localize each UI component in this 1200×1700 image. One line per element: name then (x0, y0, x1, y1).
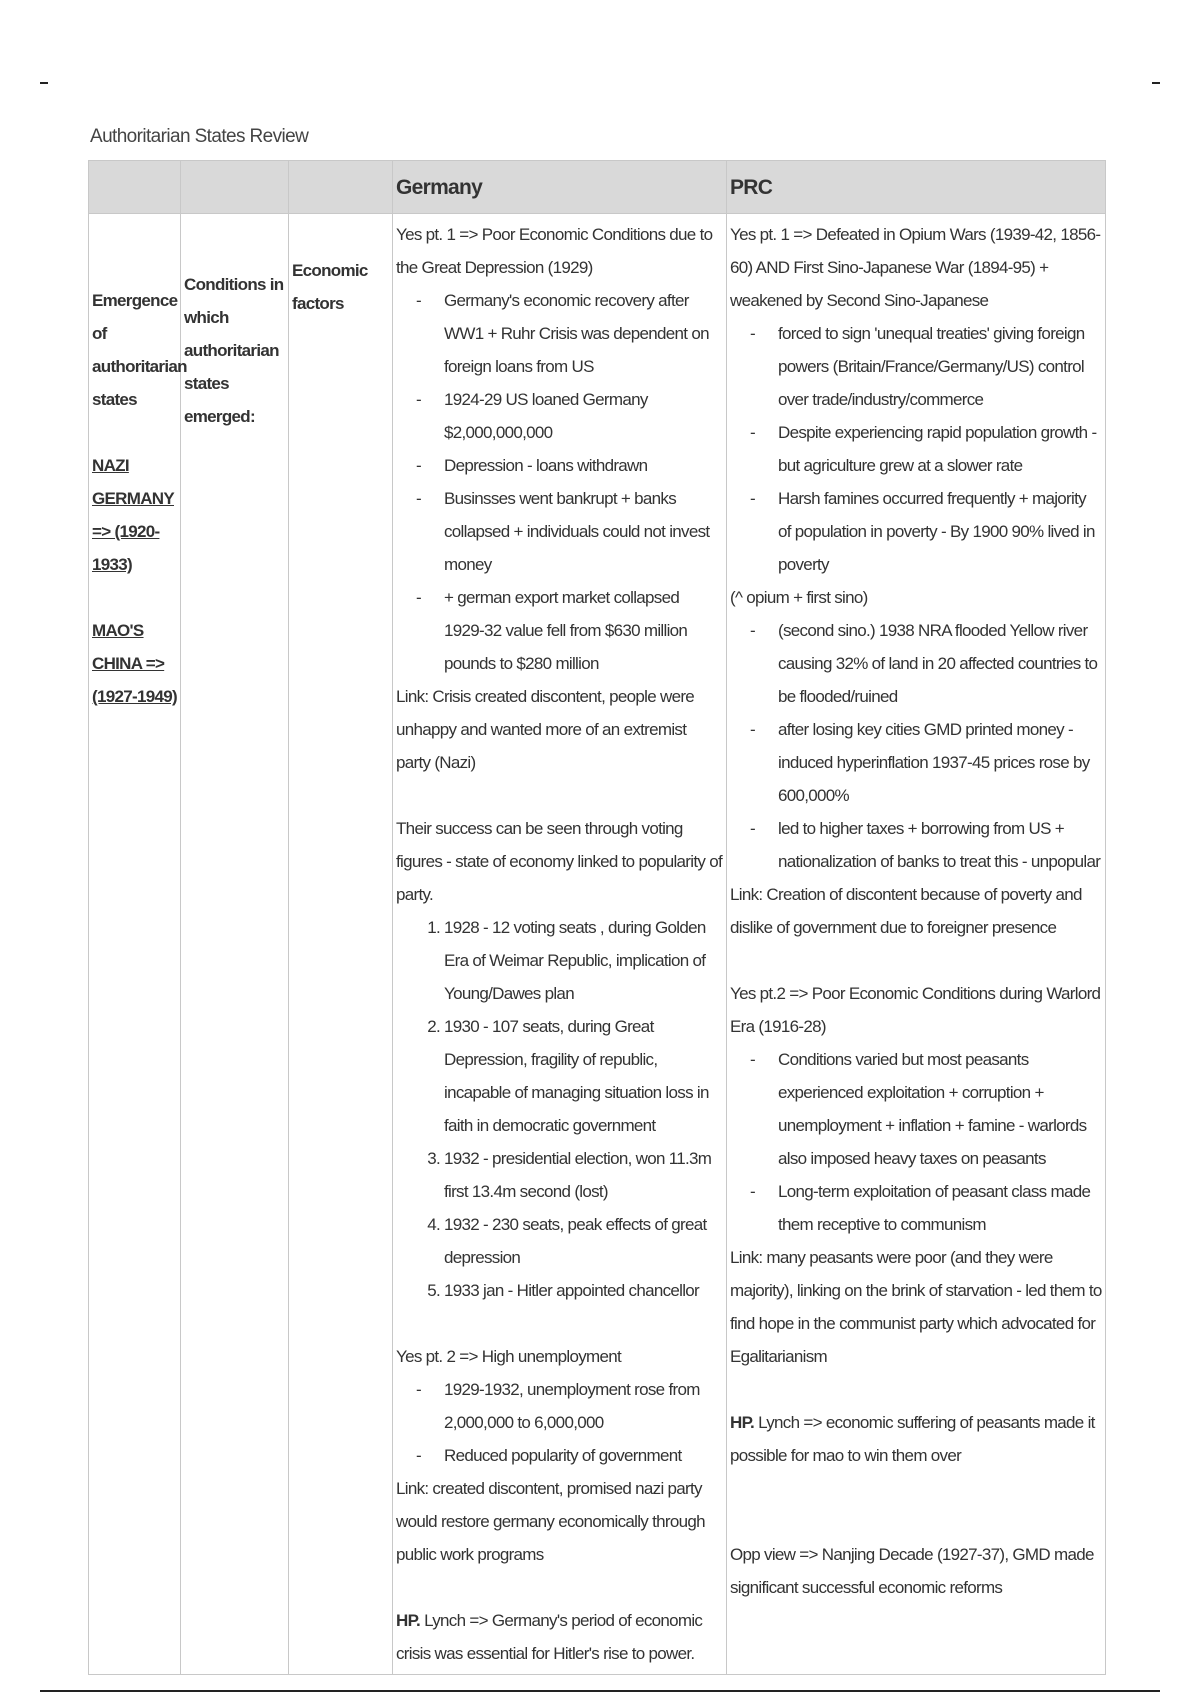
prc-note: (^ opium + first sino) (730, 588, 868, 607)
document-title: Authoritarian States Review (90, 126, 309, 147)
prc-bullets-1 (730, 317, 1102, 581)
list-item: - forced to sign 'unequal treaties' giving foreign powers (Britain/France/Germany/US) control over trade/industry/commerce (778, 317, 1102, 416)
hp-label: HP. (396, 1611, 421, 1630)
prc-link-1: Link: Creation of discontent because of poverty and dislike of government due to foreigner presence (730, 885, 1082, 937)
list-item: - + german export market collapsed 1929-32 value fell from $630 million pounds to $280 million (444, 581, 723, 680)
header-row (89, 161, 1106, 214)
list-item: - Germany's economic recovery after WW1 + Ruhr Crisis was dependent on foreign loans from US (444, 284, 723, 383)
prc-bullets-2 (730, 614, 1102, 878)
list-item: - (second sino.) 1938 NRA flooded Yellow river causing 32% of land in 20 affected countries to be flooded/ruined (778, 614, 1102, 713)
conditions-cell (181, 214, 289, 1675)
germany-bullets-2 (396, 1373, 723, 1472)
topic-mao: MAO'S CHINA => (1927-1949) (92, 621, 177, 706)
list-item: - after losing key cities GMD printed money - induced hyperinflation 1937-45 prices rose by 600,000% (778, 713, 1102, 812)
germany-link-2: Link: created discontent, promised nazi party would restore germany economically through public work programs (396, 1479, 705, 1564)
prc-bullets-3 (730, 1043, 1102, 1241)
list-item: - led to higher taxes + borrowing from US + nationalization of banks to treat this - unpopular (778, 812, 1102, 878)
list-item: 1. 1928 - 12 voting seats , during Golden Era of Weimar Republic, implication of Young/Dawes plan (444, 911, 723, 1010)
germany-voting-list (396, 911, 723, 1307)
topic-cell (89, 214, 187, 1675)
list-item: - 1929-1932, unemployment rose from 2,000,000 to 6,000,000 (444, 1373, 723, 1439)
list-item: - 1924-29 US loaned Germany $2,000,000,000 (444, 383, 723, 449)
list-item: - Conditions varied but most peasants experienced exploitation + corruption + unemployment + inflation + famine - warlords also imposed heavy taxes on peasants (778, 1043, 1102, 1175)
list-item: - Harsh famines occurred frequently + majority of population in poverty - By 1900 90% lived in poverty (778, 482, 1102, 581)
table-row (89, 214, 1106, 1675)
germany-link-1: Link: Crisis created discontent, people were unhappy and wanted more of an extremist party (Nazi) (396, 687, 695, 772)
factor-label: Economic factors (292, 261, 368, 313)
topic-heading: Emergence of authoritarian states (92, 291, 187, 409)
hp-text: Lynch => economic suffering of peasants made it possible for mao to win them over (730, 1413, 1095, 1465)
header-empty-2 (181, 161, 289, 214)
review-table (88, 160, 1106, 1675)
header-empty-3 (289, 161, 393, 214)
header-empty-1 (89, 161, 181, 214)
list-item: - Long-term exploitation of peasant class made them receptive to communism (778, 1175, 1102, 1241)
page-bottom-rule (40, 1690, 1160, 1692)
corner-mark-left (40, 82, 48, 84)
header-germany: Germany (393, 161, 727, 214)
germany-point-1: Yes pt. 1 => Poor Economic Conditions due to the Great Depression (1929) (396, 225, 713, 277)
germany-cell (393, 214, 727, 1675)
list-item: - Reduced popularity of government (444, 1439, 723, 1472)
list-item: 3. 1932 - presidential election, won 11.3m first 13.4m second (lost) (444, 1142, 723, 1208)
prc-point-1: Yes pt. 1 => Defeated in Opium Wars (1939-42, 1856-60) AND First Sino-Japanese War (1894-95) + weakened by Second Sino-Japanese (730, 225, 1101, 310)
conditions-label: Conditions in which authoritarian states emerged: (184, 275, 284, 426)
list-item: - Depression - loans withdrawn (444, 449, 723, 482)
topic-nazi: NAZI GERMANY => (1920-1933) (92, 456, 174, 574)
prc-opposing-view: Opp view => Nanjing Decade (1927-37), GMD made significant successful economic reforms (730, 1545, 1094, 1597)
prc-cell (727, 214, 1106, 1675)
germany-bullets-1 (396, 284, 723, 680)
prc-historian (730, 1406, 1102, 1472)
prc-point-2: Yes pt.2 => Poor Economic Conditions during Warlord Era (1916-28) (730, 984, 1101, 1036)
germany-historian (396, 1604, 723, 1670)
header-prc: PRC (727, 161, 1106, 214)
factor-cell (289, 214, 393, 1675)
list-item: - Despite experiencing rapid population growth - but agriculture grew at a slower rate (778, 416, 1102, 482)
prc-link-2: Link: many peasants were poor (and they were majority), linking on the brink of starvation - led them to find hope in the communist party which advocated for Egalitarianism (730, 1248, 1102, 1366)
list-item: 2. 1930 - 107 seats, during Great Depression, fragility of republic, incapable of managing situation loss in faith in democratic government (444, 1010, 723, 1142)
list-item: 5. 1933 jan - Hitler appointed chancellor (444, 1274, 723, 1307)
germany-point-2: Yes pt. 2 => High unemployment (396, 1347, 622, 1366)
hp-text: Lynch => Germany's period of economic crisis was essential for Hitler's rise to power. (396, 1611, 703, 1663)
germany-voting-intro: Their success can be seen through voting figures - state of economy linked to popularity of party. (396, 819, 722, 904)
list-item: - Businsses went bankrupt + banks collapsed + individuals could not invest money (444, 482, 723, 581)
hp-label: HP. (730, 1413, 755, 1432)
list-item: 4. 1932 - 230 seats, peak effects of great depression (444, 1208, 723, 1274)
corner-mark-right (1152, 82, 1160, 84)
